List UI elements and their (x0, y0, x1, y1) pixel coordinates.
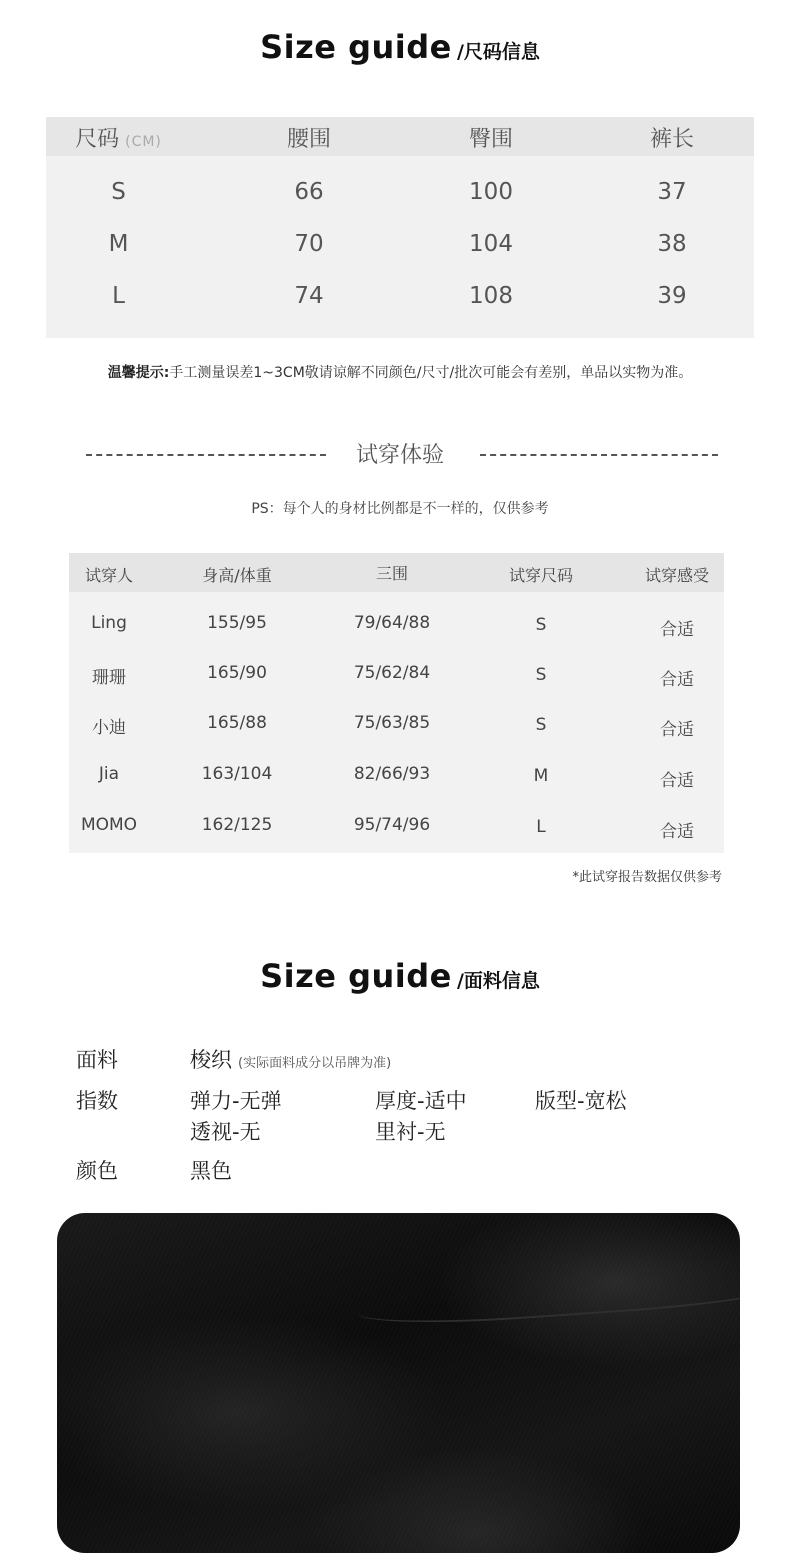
fabric-value: 梭织 (190, 1048, 232, 1072)
size-header-length: 裤长 (649, 127, 694, 152)
tryon-ps: PS：每个人的身材比例都是不一样的，仅供参考 (251, 501, 549, 517)
size-header-unit: (CM) (125, 134, 162, 150)
index-item-thickness: 厚度-适中 (375, 1089, 467, 1113)
tryon-cell-person: Ling (91, 613, 127, 633)
size-cell: L (112, 283, 125, 309)
tryon-cell-measurements: 75/62/84 (353, 663, 431, 683)
tryon-cell-measurements: 79/64/88 (353, 613, 431, 633)
tryon-title: 试穿体验 (355, 443, 444, 468)
size-cell: 70 (294, 231, 324, 257)
fabric-title-big: Size guide (260, 957, 452, 995)
index-label: 指数 (76, 1089, 118, 1113)
size-guide-title (0, 28, 800, 66)
tryon-cell-person: 珊珊 (92, 668, 126, 688)
fabric-photo (57, 1213, 740, 1553)
measurement-note (0, 362, 800, 382)
size-cell: 37 (657, 179, 687, 205)
tryon-cell-height-weight: 165/90 (207, 663, 267, 683)
size-header-hip: 臀围 (468, 127, 513, 152)
size-cell: 38 (657, 231, 687, 257)
tryon-cell-height-weight: 162/125 (201, 815, 273, 835)
tryon-cell-height-weight: 155/95 (207, 613, 267, 633)
tryon-cell-height-weight: 163/104 (201, 764, 273, 784)
fabric-value-row (190, 1044, 391, 1074)
tryon-header-height-weight: 身高/体重 (202, 566, 272, 585)
size-cell: 100 (469, 179, 513, 205)
tryon-cell-feeling: 合适 (660, 822, 694, 842)
fabric-note: (实际面料成分以吊牌为准) (238, 1056, 392, 1071)
tryon-cell-measurements: 82/66/93 (353, 764, 431, 784)
tryon-cell-size: S (535, 715, 547, 735)
size-guide-title-big: Size guide (260, 28, 452, 66)
tryon-cell-feeling: 合适 (660, 620, 694, 640)
tryon-header-size: 试穿尺码 (508, 566, 573, 585)
tryon-cell-feeling: 合适 (660, 670, 694, 690)
index-item-transparency: 透视-无 (190, 1120, 261, 1144)
tryon-cell-size: S (535, 665, 547, 685)
size-guide-title-small: /尺码信息 (456, 41, 540, 63)
fabric-title-small: /面料信息 (456, 970, 540, 992)
index-item-fit: 版型-宽松 (535, 1089, 627, 1113)
fabric-label: 面料 (76, 1048, 118, 1072)
tryon-header-person: 试穿人 (84, 566, 133, 585)
tryon-header-measurements: 三围 (375, 564, 408, 583)
index-item-elasticity: 弹力-无弹 (190, 1089, 282, 1113)
tryon-cell-size: M (533, 766, 549, 786)
size-cell: 108 (469, 283, 513, 309)
tryon-cell-size: L (536, 817, 546, 837)
color-value: 黑色 (190, 1159, 232, 1183)
tryon-cell-measurements: 75/63/85 (353, 713, 431, 733)
index-item-lining: 里衬-无 (375, 1120, 446, 1144)
size-cell: 39 (657, 283, 687, 309)
size-cell: 104 (469, 231, 513, 257)
tryon-cell-height-weight: 165/88 (207, 713, 267, 733)
note-label: 温馨提示: (107, 365, 170, 381)
tryon-header-feeling: 试穿感受 (644, 566, 709, 585)
tryon-divider (0, 437, 800, 471)
tryon-footnote: *此试穿报告数据仅供参考 (572, 870, 722, 885)
divider-dash-right (480, 454, 718, 456)
fabric-title (0, 957, 800, 995)
fabric-texture (57, 1213, 740, 1553)
tryon-cell-person: Jia (98, 764, 120, 784)
size-header-size-label: 尺码 (75, 127, 120, 152)
tryon-cell-size: S (535, 615, 547, 635)
tryon-table (69, 553, 724, 853)
tryon-cell-measurements: 95/74/96 (353, 815, 431, 835)
note-text: 手工测量误差1~3CM敬请谅解不同颜色/尺寸/批次可能会有差别，单品以实物为准。 (169, 365, 693, 381)
size-cell: 66 (294, 179, 324, 205)
size-cell: M (108, 231, 129, 257)
size-cell: S (111, 179, 126, 205)
size-header-size (46, 122, 191, 153)
color-label: 颜色 (76, 1159, 118, 1183)
size-table (46, 117, 754, 338)
tryon-cell-feeling: 合适 (660, 771, 694, 791)
tryon-cell-person: 小迪 (92, 718, 126, 738)
size-header-waist: 腰围 (286, 127, 331, 152)
size-cell: 74 (294, 283, 324, 309)
tryon-cell-person: MOMO (80, 815, 138, 835)
tryon-cell-feeling: 合适 (660, 720, 694, 740)
